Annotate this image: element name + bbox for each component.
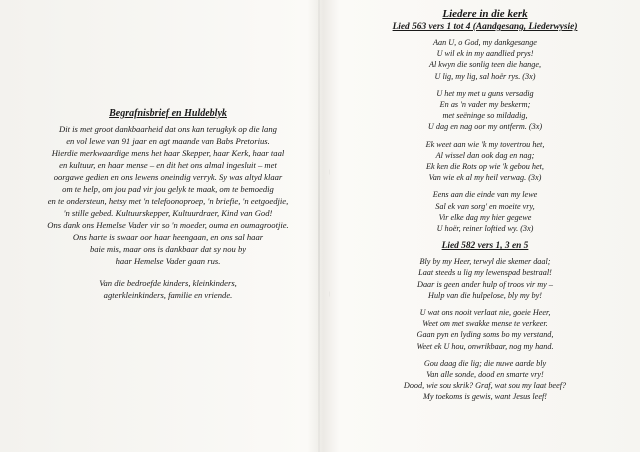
verse-line: Weet ek U hou, onwrikbaar, nog my hand. — [416, 341, 554, 351]
tribute-closing — [20, 277, 316, 301]
verse-line: Laat steeds u lig my lewenspad bestraal! — [418, 268, 552, 278]
verse-line: U wil ek in my aandlied prys! — [436, 49, 534, 59]
verse-line: Al kwyn die sonlig teen die hange, — [428, 60, 542, 70]
verse-line: U wat ons nooit verlaat nie, goeie Heer, — [419, 308, 551, 318]
song1-stanza-3 — [342, 139, 628, 184]
verse-line: U het my met u guns versadig — [436, 88, 534, 98]
song2-stanza-1 — [342, 256, 628, 301]
verse-line: Gou daag die lig; die nuwe aarde bly — [423, 358, 547, 368]
song1-stanza-2 — [342, 88, 628, 133]
hymns-panel — [342, 8, 628, 409]
verse-line: My toekoms is gewis, want Jesus leef! — [423, 392, 547, 402]
hymns-title: Liedere in die kerk — [442, 8, 528, 20]
verse-line: Ek weet aan wie 'k my tovertrou het, — [425, 139, 545, 149]
verse-line: Bly by my Heer, terwyl die skemer daal; — [419, 257, 551, 267]
print-mark: ····· — [327, 291, 332, 297]
tribute-line: om te help, om jou pad vir jou gelyk te maak, om te bemoedig — [62, 184, 274, 194]
tribute-line: Dit is met groot dankbaarheid dat ons kan terugkyk op die lang — [59, 124, 277, 134]
tribute-line: 'n stille gebed. Kultuurskepper, Kultuurdraer, Kind van God! — [63, 208, 273, 218]
song2-stanza-2 — [342, 307, 628, 352]
tribute-line: Ons dank ons Hemelse Vader vir so 'n moeder, ouma en oumagrootjie. — [47, 220, 289, 230]
verse-line: U lig, my lig, sal hoër rys. (3x) — [434, 71, 536, 81]
verse-line: Eens aan die einde van my lewe — [432, 190, 538, 200]
verse-line: Gaan pyn en lyding soms bo my verstand, — [416, 330, 554, 340]
verse-line: Van wie ek al my heil verwag. (3x) — [428, 173, 542, 183]
tribute-line: en vol lewe van 91 jaar en agt maande van Babs Pretorius. — [66, 136, 270, 146]
verse-line: U dag en nag oor my ontferm. (3x) — [427, 122, 543, 132]
tribute-title: Begrafnisbrief en Huldeblyk — [109, 108, 227, 119]
verse-line: Al wissel dan ook dag en nag; — [435, 150, 535, 160]
song2-stanza-3 — [342, 358, 628, 403]
tribute-line: Ons harte is swaar oor haar heengaan, en ons sal haar — [72, 232, 264, 242]
verse-line: En as 'n vader my beskerm; — [439, 100, 531, 110]
page-fold — [318, 0, 320, 452]
verse-line: Dood, wie sou skrik? Graf, wat sou my laat beef? — [403, 381, 567, 391]
song1-stanza-1 — [342, 37, 628, 82]
verse-line: met seëninge so mildadig, — [442, 111, 528, 121]
tribute-line: Hierdie merkwaardige mens het haar Skepper, haar Kerk, haar taal — [51, 148, 285, 158]
tribute-paragraph — [20, 123, 316, 267]
tribute-line: baie mis, maar ons is dankbaar dat sy nou by — [89, 244, 247, 254]
verse-line: U hoër, reiner loftied wy. (3x) — [436, 224, 534, 234]
song2-heading: Lied 582 vers 1, 3 en 5 — [441, 241, 529, 252]
verse-line: Ek ken die Rots op wie 'k gebou het, — [426, 162, 544, 172]
closing-line: Van die bedroefde kinders, kleinkinders, — [99, 278, 237, 288]
tribute-line: en kultuur, en haar mense – en dit het ons almal ingesluit – met — [59, 160, 277, 170]
song1-stanza-4 — [342, 189, 628, 234]
verse-line: Hulp van die hulpelose, bly my by! — [428, 290, 542, 300]
tribute-line: haar Hemelse Vader gaan rus. — [115, 256, 221, 266]
tribute-line: oorgawe gedien en ons lewens oneindig verryk. Sy was altyd klaar — [53, 172, 283, 182]
closing-line: agterkleinkinders, familie en vriende. — [103, 290, 233, 300]
verse-line: Aan U, o God, my dankgesange — [433, 38, 537, 47]
verse-line: Daar is geen ander hulp of troos vir my – — [417, 279, 553, 289]
verse-line: Weet om met swakke mense te verkeer. — [422, 319, 548, 329]
verse-line: Van alle sonde, dood en smarte vry! — [426, 370, 544, 380]
verse-line: Sal ek van sorg' en moeite vry, — [435, 201, 535, 211]
verse-line: Vir elke dag my hier gegewe — [438, 212, 532, 222]
tribute-panel — [20, 108, 316, 301]
print-mark: ····· — [327, 169, 332, 175]
tribute-line: en te ondersteun, hetsy met 'n telefoonoproep, 'n briefie, 'n eetgoedjie, — [47, 196, 289, 206]
song1-heading: Lied 563 vers 1 tot 4 (Aandgesang, Liederwysie) — [392, 22, 578, 32]
